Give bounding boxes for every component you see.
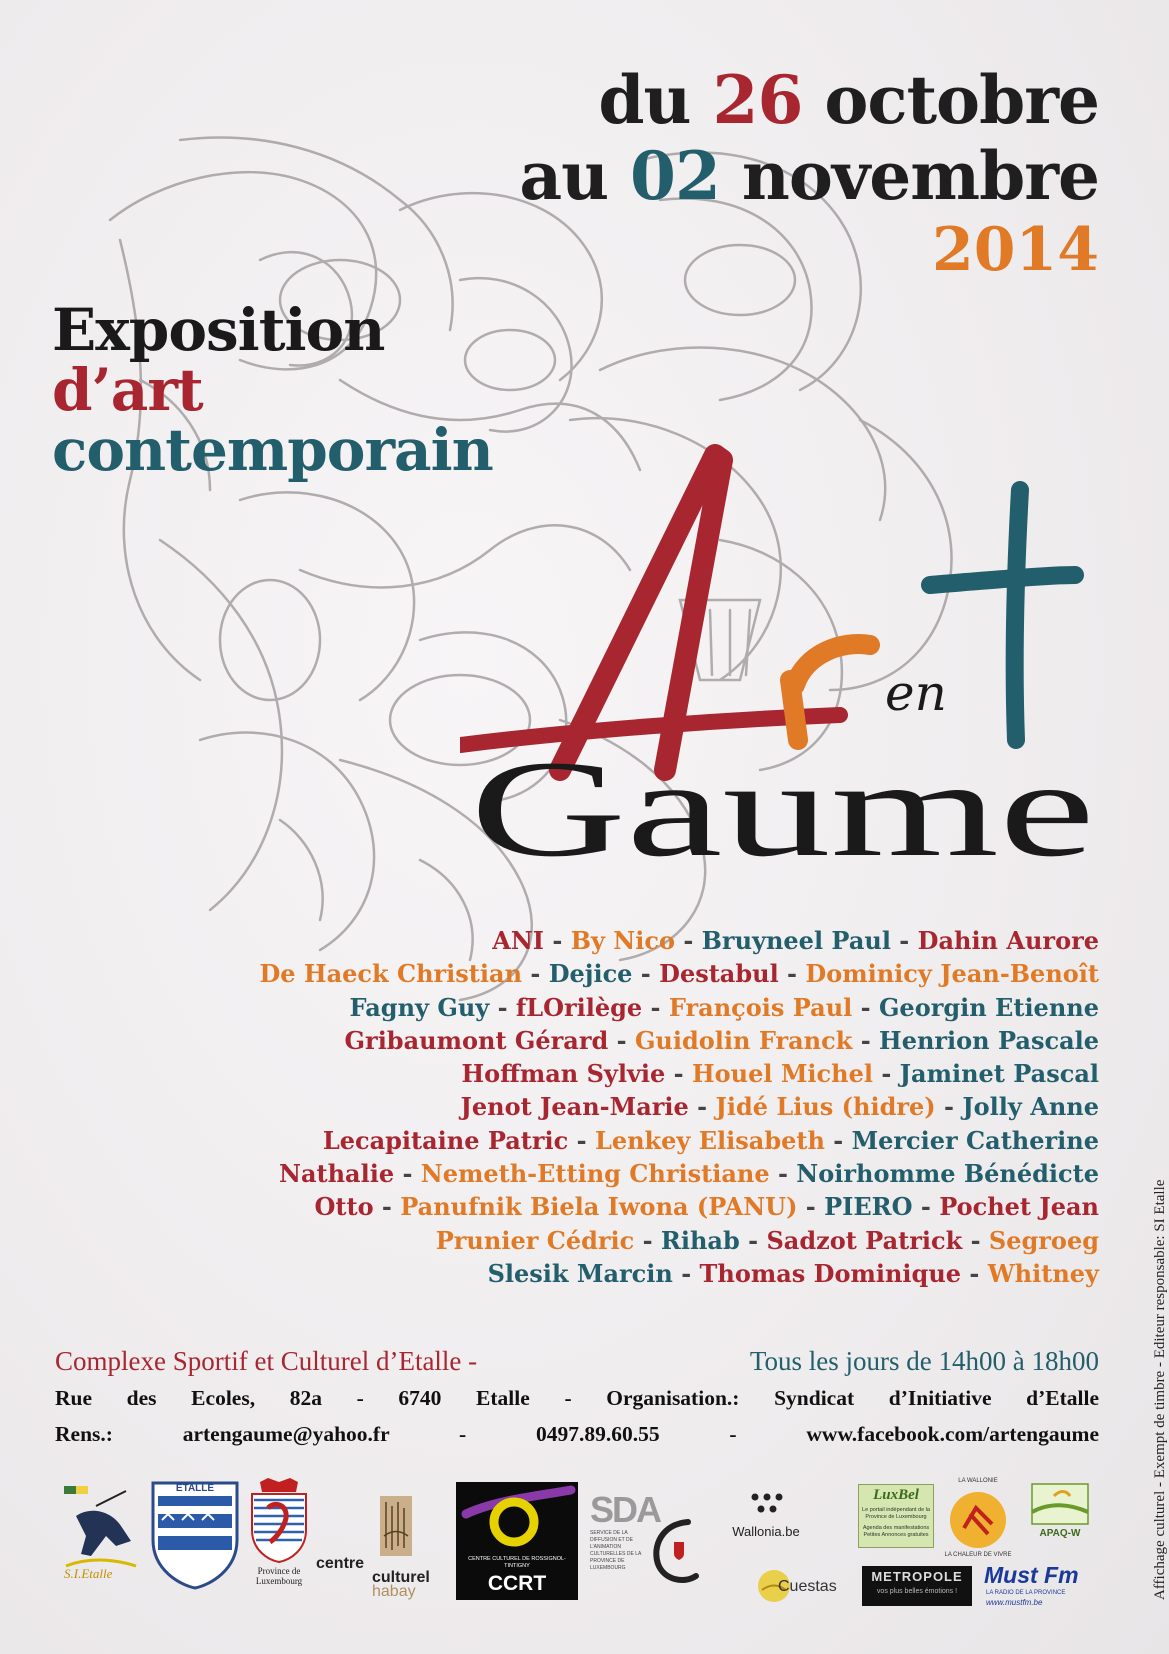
artist-name: Lenkey Elisabeth [594,1125,825,1155]
artist-name: Thomas Dominique [699,1258,962,1288]
artist-name: Hoffman Sylvie [461,1059,666,1089]
artist-separator: - [961,1258,988,1288]
exposition-line-1: Exposition [52,296,385,364]
artist-separator: - [642,992,669,1022]
ccrt-description: CENTRE CULTUREL DE ROSSIGNOL-TINTIGNY [468,1556,566,1569]
artist-name: Sadzot Patrick [766,1225,963,1255]
wallonia-dots-icon [750,1492,784,1516]
etalle-shield-icon [150,1480,240,1590]
logo-letter-t [930,490,1075,740]
si-etalle-label: S.I.Etalle [64,1566,113,1581]
apaq-w-label: APAQ-W [1039,1528,1081,1539]
artist-name: Houel Michel [691,1059,873,1089]
artist-separator: - [852,992,879,1022]
artist-separator: - [672,1258,700,1288]
artist-name: Lecapitaine Patric [322,1125,569,1155]
artist-separator: - [674,926,702,955]
ccrt-label: CCRT [487,1572,547,1595]
artist-line [59,1057,1099,1090]
metropole-description: vos plus belles émotions ! [876,1588,958,1595]
artist-separator: - [769,1159,797,1189]
artist-separator: - [634,1225,661,1255]
ccrt-ring-icon [456,1482,578,1558]
artist-separator: - [665,1059,692,1089]
artist-name: Noirhomme Bénédicte [796,1159,1099,1189]
must-fm-label: Must Fm [984,1562,1079,1588]
cuestas-logo [756,1568,852,1608]
artist-separator: - [608,1025,635,1055]
artist-separator: - [489,992,516,1022]
must-fm-logo [984,1562,1098,1610]
venue-place: Complexe Sportif et Culturel d’Etalle - [55,1346,478,1376]
artist-name: Jenot Jean-Marie [460,1092,689,1122]
address-line: Rue des Ecoles, 82a - 6740 Etalle - Organisation.: Syndicat d’Initiative d’Etalle [55,1386,1099,1410]
artist-name: Henrion Pascale [879,1025,1099,1055]
artist-name: Dejice [548,959,633,989]
lion-crest-icon [246,1478,312,1564]
centre-culturel-habay-logo [316,1496,456,1600]
ccrt-logo [456,1482,578,1600]
artist-line [59,957,1099,990]
habay-label-1: centre [316,1555,365,1572]
artist-name: Dahin Aurore [917,926,1099,955]
end-date [519,138,1099,214]
end-day: 02 [630,137,720,215]
artist-name: Whitney [987,1258,1099,1288]
sda-logo [590,1489,700,1592]
end-month: novembre [741,137,1099,215]
artist-separator: - [962,1225,989,1255]
artist-name: PIERO [824,1192,913,1222]
artist-name: fLOrilège [515,992,643,1022]
venue-line [55,1346,1099,1377]
artist-name: De Haeck Christian [259,959,523,989]
contact-line: Rens.: artengaume@yahoo.fr - 0497.89.60.55 - www.facebook.com/artengaume [55,1422,1099,1446]
artist-line [59,1257,1099,1290]
luxbel-description-2: Agenda des manifestations Petites Annonces gratuites [862,1525,930,1538]
wallonie-sun-icon [936,1478,1020,1562]
wallonia-label: Wallonia.be [732,1524,800,1539]
artist-separator: - [632,959,660,989]
artist-name: ANI [492,926,545,955]
artist-name: Jidé Lius (hidre) [715,1092,936,1122]
habay-emblem [380,1496,412,1556]
exposition-line-3: contemporain [52,416,493,484]
etalle-label: ETALLE [175,1483,215,1494]
artist-line [59,1090,1099,1123]
artist-name: Jaminet Pascal [899,1059,1099,1089]
artist-separator: - [852,1025,880,1055]
exposition-line-2: d’art [52,356,203,424]
start-date [519,62,1099,138]
artist-name: Nemeth-Etting Christiane [420,1159,770,1189]
artist-name: Nathalie [279,1159,395,1189]
artist-name: Otto [314,1192,374,1222]
province-label: Province de Luxembourg [255,1566,303,1586]
luxbel-logo [858,1484,934,1548]
start-month: octobre [824,61,1099,139]
start-day: 26 [712,61,803,139]
artist-name: By Nico [570,926,675,955]
la-wallonie-logo [936,1478,1020,1562]
artist-name: Prunier Cédric [435,1225,635,1255]
artist-separator: - [688,1092,716,1122]
wallonie-bottom-label: LA CHALEUR DE VIVRE [944,1552,1012,1558]
artist-separator: - [890,926,918,955]
artist-line [59,1124,1099,1157]
artist-name: Jolly Anne [962,1092,1099,1122]
artist-separator: - [935,1092,963,1122]
sponsor-logos [50,1478,1110,1628]
artist-name: François Paul [668,992,853,1022]
artist-name: Pochet Jean [939,1192,1099,1222]
luxbel-label: LuxBel [873,1487,919,1503]
artist-line [59,1224,1099,1257]
must-fm-url: www.mustfm.be [986,1598,1043,1607]
artist-name: Mercier Catherine [851,1125,1099,1155]
artist-name: Bruyneel Paul [701,926,891,955]
sda-label: SDA [590,1489,661,1530]
artist-line [59,991,1099,1024]
metropole-logo [862,1566,972,1606]
sda-crescent-icon [648,1516,700,1586]
cuestas-label: Cuestas [778,1578,837,1595]
artist-line [59,1024,1099,1057]
must-fm-description: LA RADIO DE LA PROVINCE [986,1590,1066,1596]
opening-hours: Tous les jours de 14h00 à 18h00 [749,1346,1099,1376]
artist-separator: - [373,1192,401,1222]
artist-separator: - [824,1125,852,1155]
music-staff-icon [380,1496,412,1556]
artist-name: Panufnik Biela Iwona (PANU) [400,1192,798,1222]
habay-label-2: culturel [372,1569,430,1586]
artist-name: Fagny Guy [349,992,490,1022]
province-luxembourg-logo [246,1478,312,1596]
apaq-field-icon [1030,1482,1090,1526]
artist-separator: - [797,1192,825,1222]
habay-label-3: habay [372,1583,416,1600]
artist-separator: - [912,1192,940,1222]
wallonia-logo [716,1492,816,1552]
artist-line [59,924,1099,957]
artist-name: Segroeg [988,1225,1099,1255]
artist-separator: - [394,1159,421,1189]
luxbel-description: Le portail indépendant de la Province de Luxembourg [862,1507,930,1520]
artist-list [59,924,1099,1290]
exposition-heading [52,296,493,484]
artist-name: Dominicy Jean-Benoît [805,959,1099,989]
artist-line [59,1157,1099,1190]
artist-name: Rihab [660,1225,740,1255]
artist-separator: - [873,1059,900,1089]
logo-letter-r [790,644,870,740]
etalle-shield-logo [150,1480,240,1590]
artist-line [59,1190,1099,1223]
art-en-gaume-logo [460,440,1110,880]
artist-separator: - [568,1125,595,1155]
artist-name: Gribaumont Gérard [344,1025,609,1055]
date-prefix-du: du [598,61,691,139]
artist-separator: - [522,959,549,989]
artist-name: Georgin Etienne [878,992,1099,1022]
sda-description: SERVICE DE LA DIFFUSION ET DE L’ANIMATION CULTURELLES DE LA PROVINCE DE LUXEMBOURG [590,1530,642,1571]
artist-separator: - [739,1225,767,1255]
si-etalle-logo [56,1486,141,1586]
wallonie-top-label: LA WALLONIE [958,1478,998,1484]
legal-vertical-text: Affichage culturel - Exempt de timbre - Editeur responsable: SI Etalle [1152,1179,1168,1600]
artist-separator: - [778,959,806,989]
metropole-label: METROPOLE [871,1569,963,1584]
apaq-w-logo [1030,1482,1090,1542]
artist-name: Guidolin Franck [634,1025,853,1055]
artist-separator: - [544,926,571,955]
event-year: 2014 [932,215,1099,285]
logo-word-gaume: Gaume [470,732,1095,880]
artist-name: Destabul [659,959,779,989]
event-dates [519,62,1099,286]
artist-name: Slesik Marcin [487,1258,673,1288]
date-prefix-au: au [519,137,609,215]
logo-word-en: en [885,664,947,722]
